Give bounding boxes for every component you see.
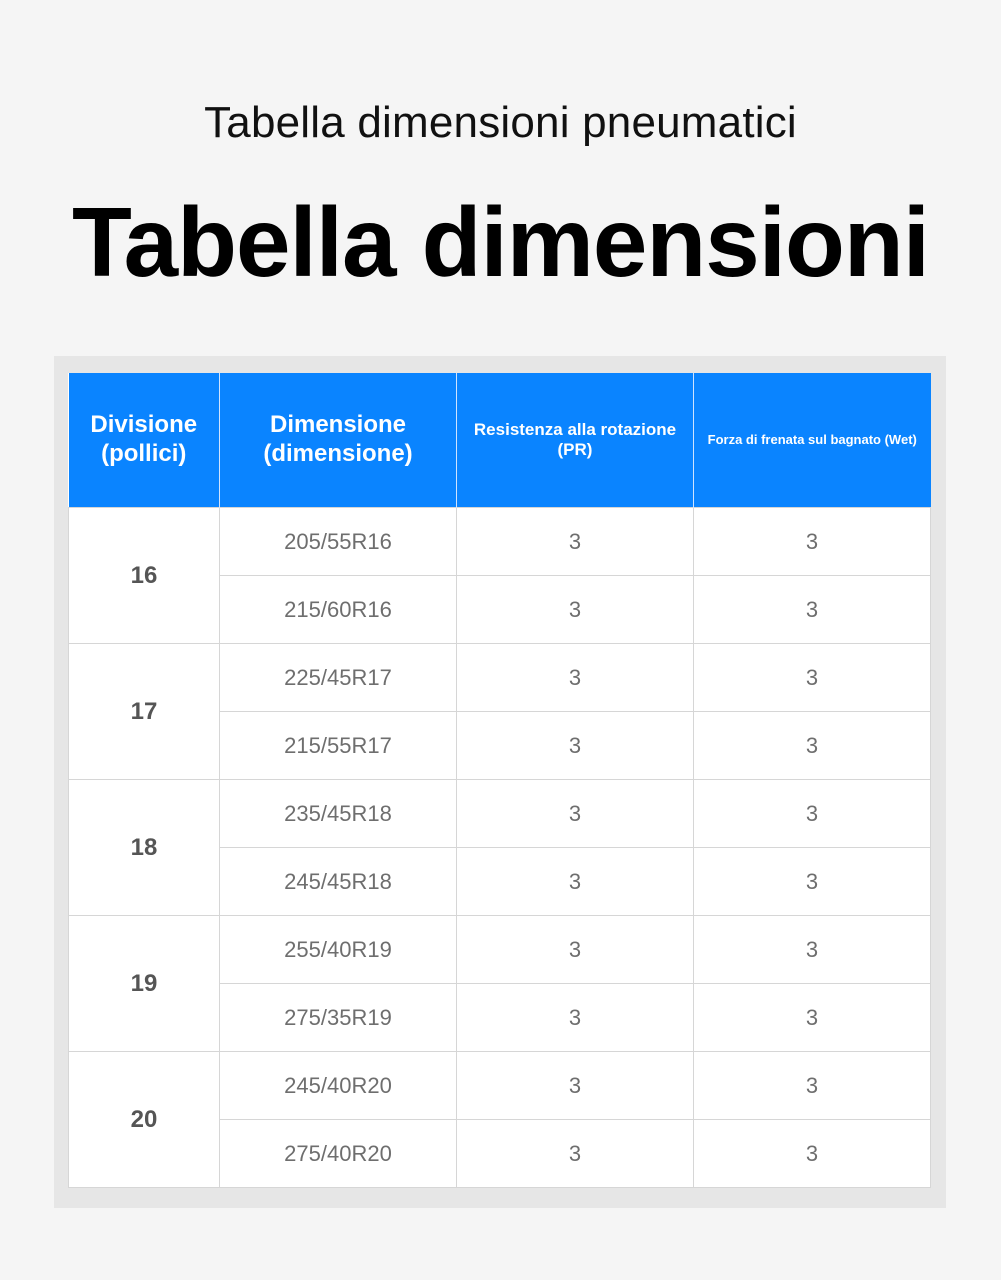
rolling-resistance-cell: 3 <box>457 1120 694 1188</box>
dimension-cell: 245/45R18 <box>220 848 457 916</box>
wet-braking-cell: 3 <box>694 712 931 780</box>
rolling-resistance-cell: 3 <box>457 644 694 712</box>
header-rolling-resistance-line1: Resistenza alla rotazione <box>473 419 677 439</box>
page-subtitle: Tabella dimensioni pneumatici <box>204 98 797 147</box>
table-row <box>69 508 931 576</box>
division-cell: 17 <box>69 644 220 780</box>
table-row <box>69 1052 931 1120</box>
division-cell: 18 <box>69 780 220 916</box>
wet-braking-cell: 3 <box>694 848 931 916</box>
wet-braking-cell: 3 <box>694 644 931 712</box>
table-header-row <box>69 373 931 508</box>
table-row <box>69 644 931 712</box>
rolling-resistance-cell: 3 <box>457 1052 694 1120</box>
header-division <box>69 373 220 508</box>
header-dimension-line1: Dimensione <box>269 411 407 439</box>
dimension-cell: 205/55R16 <box>220 508 457 576</box>
header-division-line1: Divisione <box>90 411 198 439</box>
rolling-resistance-cell: 3 <box>457 780 694 848</box>
division-cell: 16 <box>69 508 220 644</box>
rolling-resistance-cell: 3 <box>457 712 694 780</box>
dimension-cell: 215/60R16 <box>220 576 457 644</box>
dimension-cell: 255/40R19 <box>220 916 457 984</box>
header-dimension <box>220 373 457 508</box>
dimension-cell: 275/35R19 <box>220 984 457 1052</box>
wet-braking-cell: 3 <box>694 1120 931 1188</box>
dimension-cell: 215/55R17 <box>220 712 457 780</box>
dimension-cell: 225/45R17 <box>220 644 457 712</box>
wet-braking-cell: 3 <box>694 916 931 984</box>
dimension-cell: 275/40R20 <box>220 1120 457 1188</box>
wet-braking-cell: 3 <box>694 1052 931 1120</box>
wet-braking-cell: 3 <box>694 780 931 848</box>
dimension-cell: 235/45R18 <box>220 780 457 848</box>
division-cell: 20 <box>69 1052 220 1188</box>
header-wet-braking-line1: Forza di frenata sul bagnato (Wet) <box>707 432 917 448</box>
header-dimension-line2: (dimensione) <box>263 440 413 467</box>
header-wet-braking <box>694 373 931 508</box>
wet-braking-cell: 3 <box>694 508 931 576</box>
rolling-resistance-cell: 3 <box>457 576 694 644</box>
tire-size-table <box>68 373 931 1188</box>
header-rolling-resistance-line2: (PR) <box>557 440 593 459</box>
page-title: Tabella dimensioni <box>72 187 929 297</box>
table-row <box>69 916 931 984</box>
dimension-cell: 245/40R20 <box>220 1052 457 1120</box>
division-cell: 19 <box>69 916 220 1052</box>
rolling-resistance-cell: 3 <box>457 916 694 984</box>
header-division-line2: (pollici) <box>101 440 187 467</box>
header-rolling-resistance <box>457 373 694 508</box>
table-row <box>69 780 931 848</box>
wet-braking-cell: 3 <box>694 576 931 644</box>
rolling-resistance-cell: 3 <box>457 984 694 1052</box>
rolling-resistance-cell: 3 <box>457 848 694 916</box>
rolling-resistance-cell: 3 <box>457 508 694 576</box>
wet-braking-cell: 3 <box>694 984 931 1052</box>
